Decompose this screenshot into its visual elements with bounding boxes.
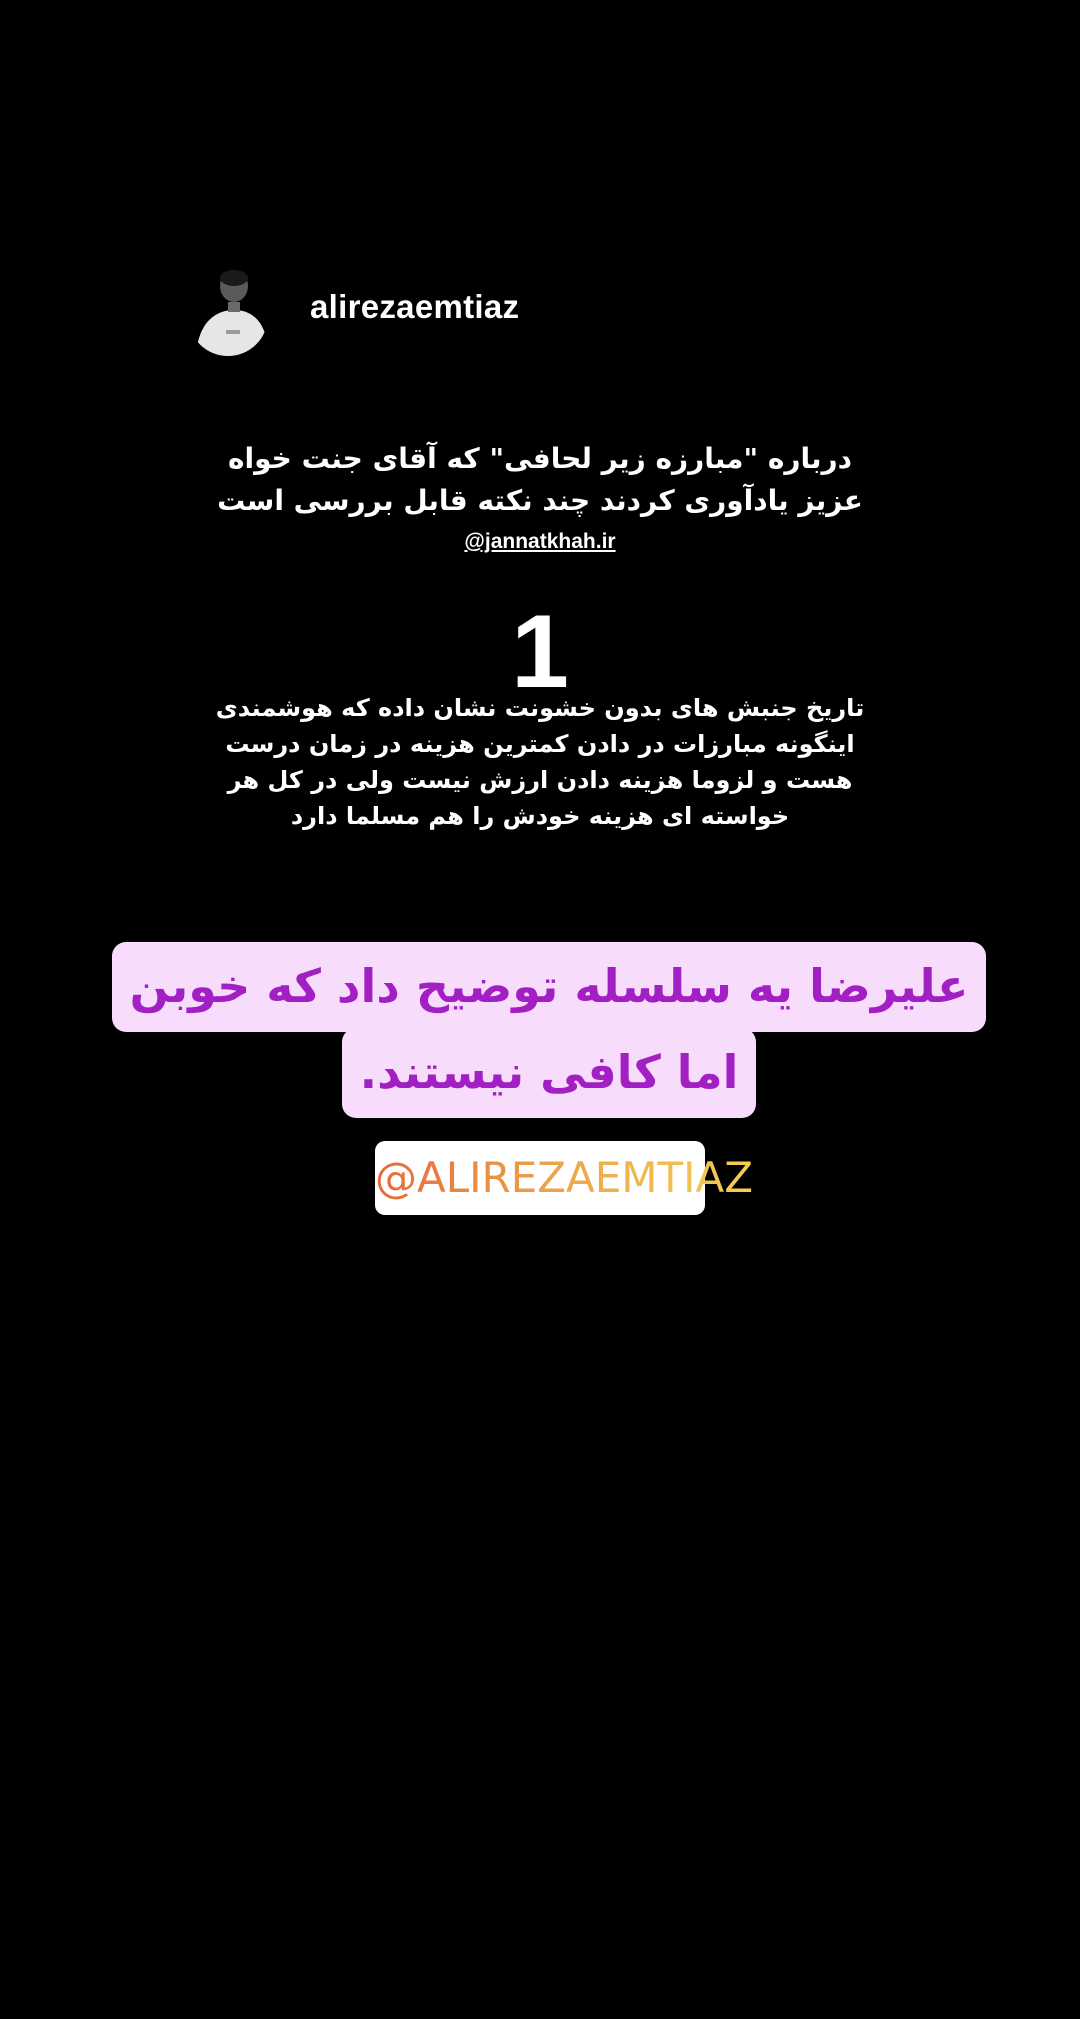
mention-sticker[interactable] [375,1141,754,1215]
point-number: 1 [511,594,569,710]
point-line: تاریخ جنبش های بدون خشونت نشان داده که هوشمندی [215,694,865,722]
mention-sticker-text: @ALIREZAEMTIAZ [375,1153,754,1202]
caption-line-1: علیرضا یه سلسله توضیح داد که خوبن [112,942,987,1032]
avatar-photo [188,266,268,356]
avatar[interactable] [188,266,268,356]
username[interactable]: alirezaemtiaz [310,288,520,325]
point-line: خواسته ای هزینه خودش را هم مسلما دارد [290,802,790,830]
caption-line-2: اما کافی نیستند. [342,1028,757,1118]
post-intro [180,438,900,522]
story-caption [88,942,1010,1118]
point-line: هست و لزوما هزینه دادن ارزش نیست ولی در کل هر [227,766,853,794]
post-header [188,266,788,362]
mention-link[interactable]: @jannatkhah.ir [464,530,616,553]
intro-line: عزیز یادآوری کردند چند نکته قابل بررسی است [217,484,863,517]
point-line: اینگونه مبارزات در دادن کمترین هزینه در زمان درست [225,730,855,758]
point-text [180,690,900,834]
intro-line: درباره "مبارزه زیر لحافی" که آقای جنت خواه [227,442,853,475]
